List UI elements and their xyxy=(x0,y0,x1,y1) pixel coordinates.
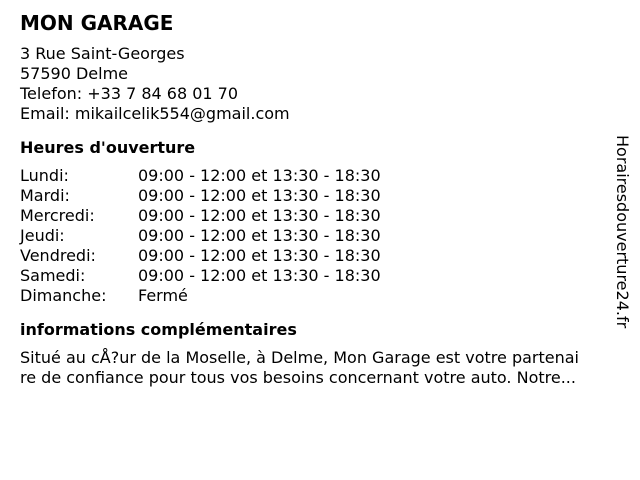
day-label: Vendredi: xyxy=(20,246,96,265)
time-value: 09:00 - 12:00 et 13:30 - 18:30 xyxy=(138,246,381,265)
time-value: 09:00 - 12:00 et 13:30 - 18:30 xyxy=(138,266,381,285)
day-label: Mercredi: xyxy=(20,206,95,225)
hours-row-friday xyxy=(20,246,620,266)
hours-row-saturday xyxy=(20,266,620,286)
day-label: Dimanche: xyxy=(20,286,107,305)
hours-row-tuesday xyxy=(20,186,620,206)
watermark-vertical: Horairesdouverture24.fr xyxy=(613,135,632,329)
hours-row-wednesday xyxy=(20,206,620,226)
hours-row-sunday xyxy=(20,286,620,306)
day-label: Mardi: xyxy=(20,186,70,205)
day-label: Lundi: xyxy=(20,166,69,185)
time-value: 09:00 - 12:00 et 13:30 - 18:30 xyxy=(138,166,381,185)
info-description-line: re de confiance pour tous vos besoins concernant votre auto. Notre... xyxy=(20,368,576,387)
day-label: Samedi: xyxy=(20,266,86,285)
address-city: 57590 Delme xyxy=(20,64,129,83)
info-description-line: Situé au cÅ?ur de la Moselle, à Delme, Mon Garage est votre partenai xyxy=(20,348,579,367)
hours-heading: Heures d'ouverture xyxy=(20,138,196,157)
hours-table xyxy=(20,166,620,306)
hours-row-thursday xyxy=(20,226,620,246)
business-name: MON GARAGE xyxy=(20,11,174,35)
time-value: 09:00 - 12:00 et 13:30 - 18:30 xyxy=(138,226,381,245)
hours-row-monday xyxy=(20,166,620,186)
address-street: 3 Rue Saint-Georges xyxy=(20,44,185,63)
time-value: 09:00 - 12:00 et 13:30 - 18:30 xyxy=(138,206,381,225)
business-card xyxy=(20,10,620,388)
email-line: Email: mikailcelik554@gmail.com xyxy=(20,104,290,123)
phone-line: Telefon: +33 7 84 68 01 70 xyxy=(20,84,239,103)
time-value: 09:00 - 12:00 et 13:30 - 18:30 xyxy=(138,186,381,205)
info-heading: informations complémentaires xyxy=(20,320,297,339)
time-value: Fermé xyxy=(138,286,188,305)
day-label: Jeudi: xyxy=(20,226,65,245)
